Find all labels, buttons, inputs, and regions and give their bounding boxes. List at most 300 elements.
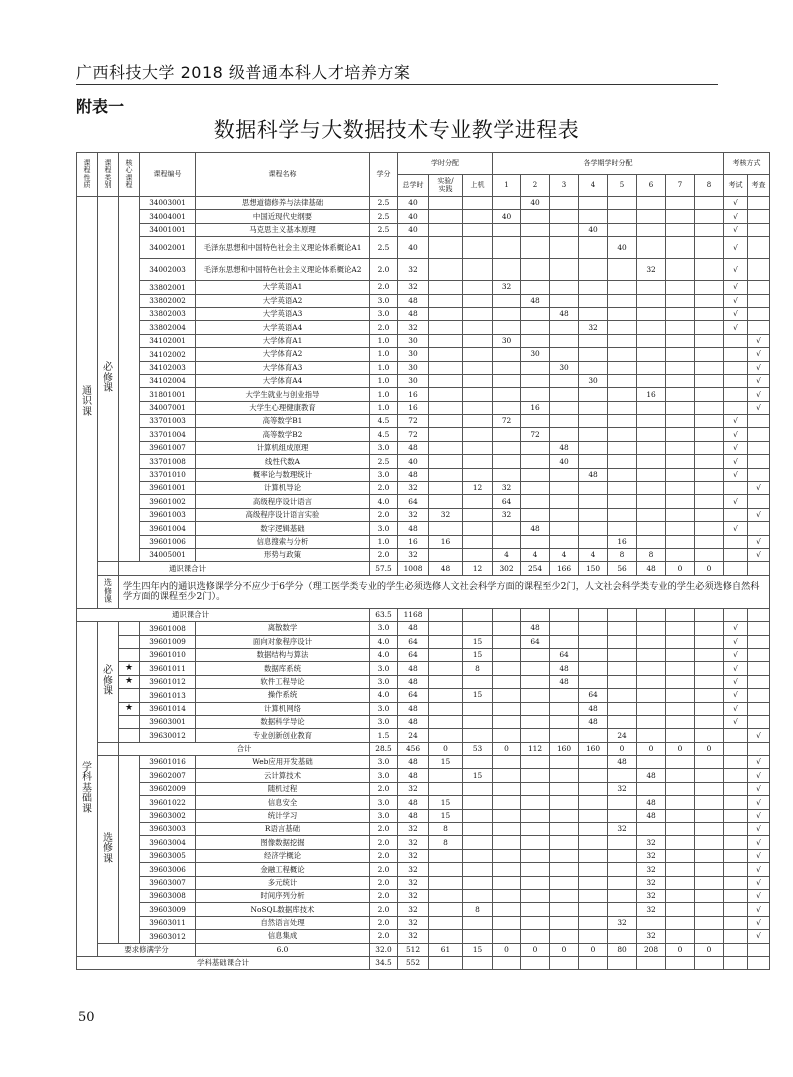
total-hours: 48	[398, 769, 429, 782]
semester-hours	[608, 428, 637, 441]
course-name: 计算机导论	[196, 482, 370, 495]
semester-hours	[579, 756, 608, 769]
empty-cell	[695, 956, 724, 969]
exam-mark: √	[724, 210, 748, 223]
semester-hours	[493, 729, 521, 742]
total-hours: 48	[398, 294, 429, 307]
lab-hours	[429, 715, 463, 728]
course-code: 39601022	[140, 796, 196, 809]
semester-hours: 32	[637, 876, 666, 889]
semester-hours	[493, 662, 521, 675]
empty-cell	[724, 943, 748, 956]
semester-hours	[637, 348, 666, 361]
semester-hours: 30	[579, 374, 608, 387]
course-code: 39601009	[140, 635, 196, 648]
computer-hours	[463, 756, 493, 769]
total-hours: 72	[398, 428, 429, 441]
lab-hours	[429, 622, 463, 635]
check-mark	[748, 635, 770, 648]
semester-hours	[666, 702, 695, 715]
empty-cell	[748, 943, 770, 956]
total-hours: 32	[398, 823, 429, 836]
semester-hours	[608, 495, 637, 508]
semester-hours	[493, 468, 521, 481]
semester-hours	[550, 702, 579, 715]
exam-mark: √	[724, 237, 748, 259]
semester-hours	[521, 468, 550, 481]
course-code: 33701004	[140, 428, 196, 441]
check-mark	[748, 468, 770, 481]
course-credit: 3.0	[370, 702, 398, 715]
total-hours: 32	[398, 889, 429, 902]
semester-hours	[695, 348, 724, 361]
table-row	[77, 863, 770, 876]
computer-hours	[463, 782, 493, 795]
semester-hours	[493, 321, 521, 334]
course-credit: 1.0	[370, 361, 398, 374]
check-mark	[748, 689, 770, 702]
check-mark: √	[748, 535, 770, 548]
course-credit: 1.0	[370, 535, 398, 548]
course-name: 大学英语A1	[196, 281, 370, 294]
course-credit: 2.0	[370, 916, 398, 929]
empty-cell	[429, 608, 463, 621]
course-credit: 3.0	[370, 756, 398, 769]
course-code: 34003001	[140, 197, 196, 210]
course-credit: 2.5	[370, 223, 398, 236]
total-hours: 32	[398, 849, 429, 862]
total-computer-hours: 12	[463, 562, 493, 575]
table-row	[77, 522, 770, 535]
semester-hours: 48	[550, 441, 579, 454]
total-semester-hours: 160	[550, 742, 579, 755]
lab-hours	[429, 889, 463, 902]
table-row	[77, 348, 770, 361]
semester-hours	[608, 622, 637, 635]
semester-hours: 32	[637, 930, 666, 943]
empty-cell	[724, 608, 748, 621]
total-hours: 32	[398, 281, 429, 294]
total-semester-hours: 0	[666, 943, 695, 956]
table-row	[77, 729, 770, 742]
course-name: 计算机组成原理	[196, 441, 370, 454]
header-semester: 4	[579, 175, 608, 197]
empty-cell	[666, 956, 695, 969]
header-course-category: 课 程 类 别	[98, 153, 119, 197]
total-hours: 32	[398, 482, 429, 495]
semester-hours	[608, 522, 637, 535]
semester-hours	[666, 361, 695, 374]
semester-hours	[695, 281, 724, 294]
total-hours: 32	[398, 259, 429, 281]
course-credit: 2.0	[370, 548, 398, 561]
curriculum-table	[76, 152, 770, 970]
semester-hours	[493, 259, 521, 281]
semester-hours	[695, 889, 724, 902]
semester-hours: 32	[493, 482, 521, 495]
check-mark: √	[748, 769, 770, 782]
semester-hours	[579, 294, 608, 307]
semester-hours	[550, 388, 579, 401]
lab-hours	[429, 210, 463, 223]
semester-hours	[637, 689, 666, 702]
semester-hours	[493, 441, 521, 454]
semester-hours	[550, 809, 579, 822]
check-mark: √	[748, 401, 770, 414]
check-mark: √	[748, 334, 770, 347]
semester-hours	[695, 307, 724, 320]
semester-hours	[550, 729, 579, 742]
core-column	[119, 197, 140, 562]
course-code: 39601010	[140, 648, 196, 661]
semester-hours	[493, 769, 521, 782]
general-total-label: 通识课合计	[77, 608, 370, 621]
computer-hours	[463, 441, 493, 454]
lab-hours	[429, 903, 463, 916]
check-mark	[748, 197, 770, 210]
empty-cell	[550, 608, 579, 621]
semester-hours	[521, 495, 550, 508]
total-computer-hours: 53	[463, 742, 493, 755]
header-semester: 8	[695, 175, 724, 197]
course-name: 线性代数A	[196, 455, 370, 468]
course-code: 39603012	[140, 930, 196, 943]
semester-hours	[550, 782, 579, 795]
semester-hours	[550, 259, 579, 281]
semester-hours: 32	[608, 823, 637, 836]
course-code: 39601003	[140, 508, 196, 521]
semester-hours	[695, 210, 724, 223]
subtotal-blank	[98, 742, 119, 755]
total-semester-hours: 0	[666, 562, 695, 575]
total-semester-hours: 0	[637, 742, 666, 755]
semester-hours	[666, 388, 695, 401]
semester-hours	[579, 522, 608, 535]
core-mark	[119, 729, 140, 742]
exam-mark: √	[724, 281, 748, 294]
lab-hours	[429, 281, 463, 294]
semester-hours	[666, 635, 695, 648]
course-code: 33802002	[140, 294, 196, 307]
check-mark: √	[748, 876, 770, 889]
table-row	[77, 482, 770, 495]
computer-hours	[463, 374, 493, 387]
semester-hours	[493, 622, 521, 635]
semester-hours	[579, 495, 608, 508]
lab-hours	[429, 374, 463, 387]
course-name: 大学英语A4	[196, 321, 370, 334]
semester-hours	[637, 482, 666, 495]
semester-hours	[666, 415, 695, 428]
lab-hours	[429, 729, 463, 742]
semester-hours	[550, 622, 579, 635]
semester-hours	[695, 729, 724, 742]
core-mark	[119, 689, 140, 702]
course-code: 39603008	[140, 889, 196, 902]
required-label: 必 修 课	[98, 197, 119, 562]
lab-hours	[429, 662, 463, 675]
course-name: 毛泽东思想和中国特色社会主义理论体系概论A1	[196, 237, 370, 259]
exam-mark	[724, 836, 748, 849]
table-row	[77, 441, 770, 454]
total-hours: 40	[398, 197, 429, 210]
exam-mark	[724, 769, 748, 782]
course-credit: 4.5	[370, 415, 398, 428]
semester-hours	[521, 361, 550, 374]
header-semester: 3	[550, 175, 579, 197]
table-row	[77, 281, 770, 294]
total-lab-hours: 61	[429, 943, 463, 956]
semester-hours	[666, 401, 695, 414]
semester-hours: 48	[579, 468, 608, 481]
computer-hours	[463, 361, 493, 374]
course-name: Web应用开发基础	[196, 756, 370, 769]
exam-mark	[724, 374, 748, 387]
semester-hours	[637, 782, 666, 795]
semester-hours	[666, 428, 695, 441]
semester-hours	[493, 648, 521, 661]
empty-cell	[724, 562, 748, 575]
total-semester-hours: 302	[493, 562, 521, 575]
semester-hours: 72	[493, 415, 521, 428]
computer-hours: 8	[463, 662, 493, 675]
semester-hours	[695, 237, 724, 259]
semester-hours	[608, 210, 637, 223]
semester-hours	[579, 849, 608, 862]
course-name: 高等数学B2	[196, 428, 370, 441]
total-hours: 48	[398, 622, 429, 635]
semester-hours	[666, 903, 695, 916]
lab-hours	[429, 294, 463, 307]
course-credit: 1.0	[370, 334, 398, 347]
course-code: 39603006	[140, 863, 196, 876]
semester-hours	[608, 348, 637, 361]
semester-hours	[666, 849, 695, 862]
table-row	[77, 361, 770, 374]
total-credit: 34.5	[370, 956, 398, 969]
total-hours: 32	[398, 548, 429, 561]
total-semester-hours: 0	[579, 943, 608, 956]
total-hours: 30	[398, 374, 429, 387]
course-credit: 3.0	[370, 796, 398, 809]
semester-hours	[695, 849, 724, 862]
computer-hours	[463, 321, 493, 334]
elective-min-label: 要求修满学分	[98, 943, 196, 956]
semester-hours	[666, 648, 695, 661]
semester-hours	[550, 903, 579, 916]
semester-hours	[521, 769, 550, 782]
course-code: 34002003	[140, 259, 196, 281]
semester-hours: 64	[493, 495, 521, 508]
semester-hours	[493, 388, 521, 401]
total-hours: 30	[398, 334, 429, 347]
semester-hours	[666, 930, 695, 943]
semester-hours	[695, 648, 724, 661]
lab-hours	[429, 849, 463, 862]
semester-hours	[493, 715, 521, 728]
semester-hours	[695, 863, 724, 876]
total-hours: 40	[398, 223, 429, 236]
semester-hours	[637, 715, 666, 728]
empty-cell	[637, 608, 666, 621]
course-name: 大学体育A2	[196, 348, 370, 361]
course-code: 39602007	[140, 769, 196, 782]
table-row	[77, 648, 770, 661]
semester-hours	[579, 662, 608, 675]
table-row	[77, 635, 770, 648]
course-credit: 2.5	[370, 455, 398, 468]
check-mark	[748, 715, 770, 728]
semester-hours	[695, 374, 724, 387]
lab-hours	[429, 428, 463, 441]
semester-hours	[695, 415, 724, 428]
lab-hours	[429, 307, 463, 320]
computer-hours	[463, 428, 493, 441]
semester-hours	[637, 321, 666, 334]
empty-cell	[579, 956, 608, 969]
semester-hours	[550, 635, 579, 648]
total-semester-hours: 150	[579, 562, 608, 575]
semester-hours	[666, 823, 695, 836]
course-code: 39603001	[140, 715, 196, 728]
semester-hours	[608, 361, 637, 374]
course-code: 39601001	[140, 482, 196, 495]
semester-hours	[666, 455, 695, 468]
course-name: 计算机网络	[196, 702, 370, 715]
semester-hours	[637, 635, 666, 648]
semester-hours: 48	[608, 756, 637, 769]
core-mark: ★	[119, 662, 140, 675]
semester-hours	[521, 535, 550, 548]
course-name: 思想道德修养与法律基础	[196, 197, 370, 210]
exam-mark: √	[724, 223, 748, 236]
total-semester-hours: 0	[493, 943, 521, 956]
course-name: 大学体育A3	[196, 361, 370, 374]
computer-hours	[463, 535, 493, 548]
semester-hours	[550, 321, 579, 334]
semester-hours	[521, 374, 550, 387]
semester-hours	[666, 756, 695, 769]
table-row	[77, 930, 770, 943]
semester-hours	[637, 334, 666, 347]
semester-hours	[550, 281, 579, 294]
semester-hours: 30	[493, 334, 521, 347]
course-credit: 3.0	[370, 307, 398, 320]
semester-hours: 48	[637, 769, 666, 782]
check-mark: √	[748, 796, 770, 809]
semester-hours: 8	[608, 548, 637, 561]
semester-hours	[493, 522, 521, 535]
total-hours: 32	[398, 321, 429, 334]
total-hours: 32	[398, 508, 429, 521]
computer-hours	[463, 876, 493, 889]
exam-mark: √	[724, 441, 748, 454]
course-credit: 1.0	[370, 388, 398, 401]
page-number: 50	[78, 1010, 95, 1025]
lab-hours	[429, 876, 463, 889]
check-mark: √	[748, 903, 770, 916]
lab-hours	[429, 334, 463, 347]
semester-hours	[550, 689, 579, 702]
lab-hours	[429, 495, 463, 508]
semester-hours	[521, 782, 550, 795]
semester-hours	[579, 930, 608, 943]
header-rule	[76, 84, 718, 85]
semester-hours	[637, 662, 666, 675]
lab-hours	[429, 648, 463, 661]
total-semester-hours: 208	[637, 943, 666, 956]
semester-hours	[608, 849, 637, 862]
exam-mark	[724, 916, 748, 929]
course-credit: 4.0	[370, 689, 398, 702]
total-hours: 48	[398, 522, 429, 535]
total-hours: 30	[398, 361, 429, 374]
semester-hours	[493, 689, 521, 702]
computer-hours	[463, 307, 493, 320]
check-mark: √	[748, 756, 770, 769]
semester-hours	[579, 782, 608, 795]
semester-hours	[666, 307, 695, 320]
semester-hours	[579, 876, 608, 889]
elective-label: 选 修 课	[98, 575, 119, 608]
computer-hours	[463, 455, 493, 468]
computer-hours	[463, 259, 493, 281]
computer-hours	[463, 809, 493, 822]
computer-hours	[463, 548, 493, 561]
total-semester-hours: 56	[608, 562, 637, 575]
exam-mark	[724, 876, 748, 889]
semester-hours	[493, 756, 521, 769]
course-name: NoSQL数据库技术	[196, 903, 370, 916]
semester-hours	[579, 348, 608, 361]
semester-hours	[521, 675, 550, 688]
semester-hours	[493, 930, 521, 943]
exam-mark	[724, 809, 748, 822]
semester-hours	[666, 729, 695, 742]
computer-hours	[463, 522, 493, 535]
check-mark: √	[748, 508, 770, 521]
empty-cell	[637, 956, 666, 969]
core-mark	[119, 635, 140, 648]
exam-mark	[724, 796, 748, 809]
empty-cell	[724, 742, 748, 755]
semester-hours	[695, 455, 724, 468]
exam-mark	[724, 361, 748, 374]
course-credit: 1.5	[370, 729, 398, 742]
subtotal-blank	[98, 562, 119, 575]
exam-mark: √	[724, 648, 748, 661]
table-row	[77, 210, 770, 223]
total-semester-hours: 160	[579, 742, 608, 755]
exam-mark: √	[724, 689, 748, 702]
semester-hours	[579, 675, 608, 688]
total-hours: 32	[398, 863, 429, 876]
check-mark: √	[748, 823, 770, 836]
course-code: 39601008	[140, 622, 196, 635]
semester-hours	[550, 863, 579, 876]
table-row	[77, 259, 770, 281]
semester-hours	[695, 675, 724, 688]
course-name: 信息安全	[196, 796, 370, 809]
lab-hours: 15	[429, 756, 463, 769]
semester-hours	[493, 876, 521, 889]
total-semester-hours: 166	[550, 562, 579, 575]
semester-hours	[579, 237, 608, 259]
course-credit: 2.0	[370, 863, 398, 876]
semester-hours	[521, 756, 550, 769]
total-lab-hours: 48	[429, 562, 463, 575]
exam-mark: √	[724, 702, 748, 715]
